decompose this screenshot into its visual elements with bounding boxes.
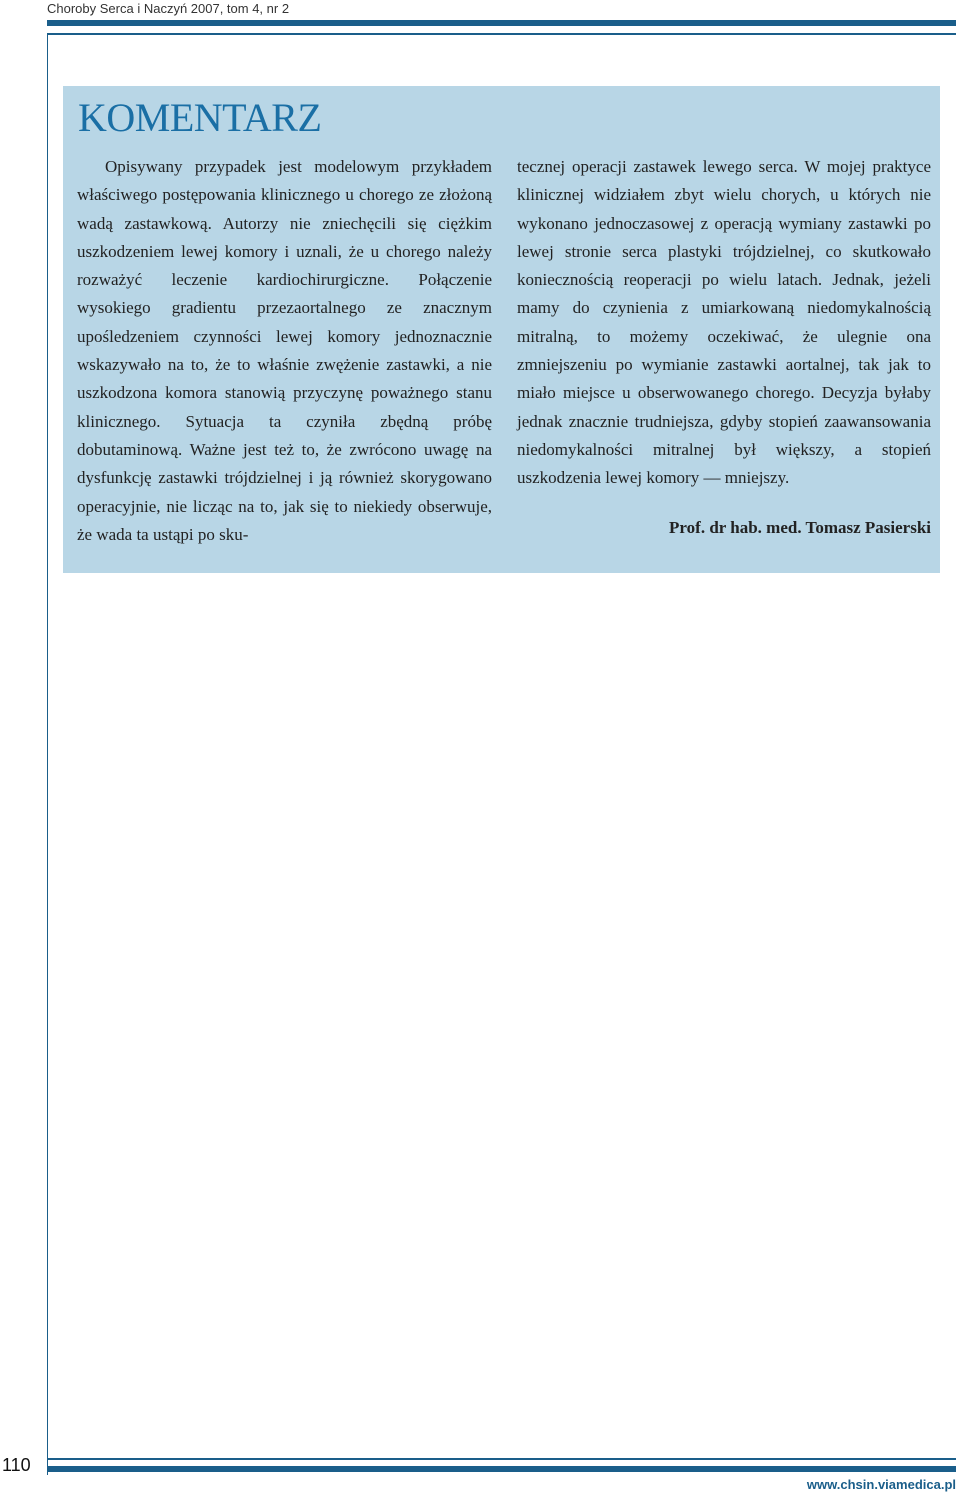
comment-left-text: Opisywany przypadek jest modelowym przykładem właściwego postępowania klinicznego u chorego ze złożoną wadą zastawkową. Autorzy nie zniechęcili się ciężkim uszkodzeniem lewej komory i uznali, że u chorego należy rozważyć leczenie kardiochirurgiczne. Połączenie wysokiego gradientu przezaortalnego ze znacznym upośledzeniem czynności lewej komory jednoznacznie wskazywało na to, że to właśnie zwężenie zastawki, a nie uszkodzona komora stanowią przyczynę poważnego stanu klinicznego. Sytuacja ta czyniła zbędną próbę dobutaminową. Ważne jest też to, że zwrócono uwagę na dysfunkcję zastawki trójdzielnej i ją również skorygowano operacyjnie, nie licząc na to, jak się to niekiedy obserwuje, że wada ta ustąpi po sku-: [77, 157, 492, 544]
website-link[interactable]: www.chsin.viamedica.pl: [806, 1477, 956, 1492]
bottom-rule-thin: [47, 1458, 956, 1460]
comment-left-column: [77, 153, 492, 549]
bottom-rule-thick: [47, 1466, 956, 1472]
comment-title: KOMENTARZ: [78, 95, 322, 140]
left-vertical-rule: [47, 35, 48, 1475]
comment-right-text: tecznej operacji zastawek lewego serca. W mojej praktyce klinicznej widziałem zbyt wielu chorych, u których nie wykonano jednoczasowej z operacją wymiany zastawki po lewej stronie serca plastyki trójdzielnej, co skutkowało koniecznością reoperacji po wielu latach. Jednak, jeżeli mamy do czynienia z umiarkowaną niedomykalnością mitralną, to możemy oczekiwać, że ulegnie ona zmniejszeniu po wymianie zastawki aortalnej, tak jak to miało miejsce u obserwowanego chorego. Decyzja byłaby jednak znacznie trudniejsza, gdyby stopień zaawansowania niedomykalności mitralnej był większy, a stopień uszkodzenia lewej komory — mniejszy.: [517, 157, 931, 488]
top-rule-thin: [47, 33, 956, 35]
comment-author: Prof. dr hab. med. Tomasz Pasierski: [669, 518, 931, 537]
comment-box: [63, 86, 940, 573]
comment-right-column: [517, 153, 931, 493]
journal-header: Choroby Serca i Naczyń 2007, tom 4, nr 2: [47, 1, 290, 16]
page-number: 110: [2, 1455, 31, 1475]
top-rule-thick: [47, 20, 956, 26]
